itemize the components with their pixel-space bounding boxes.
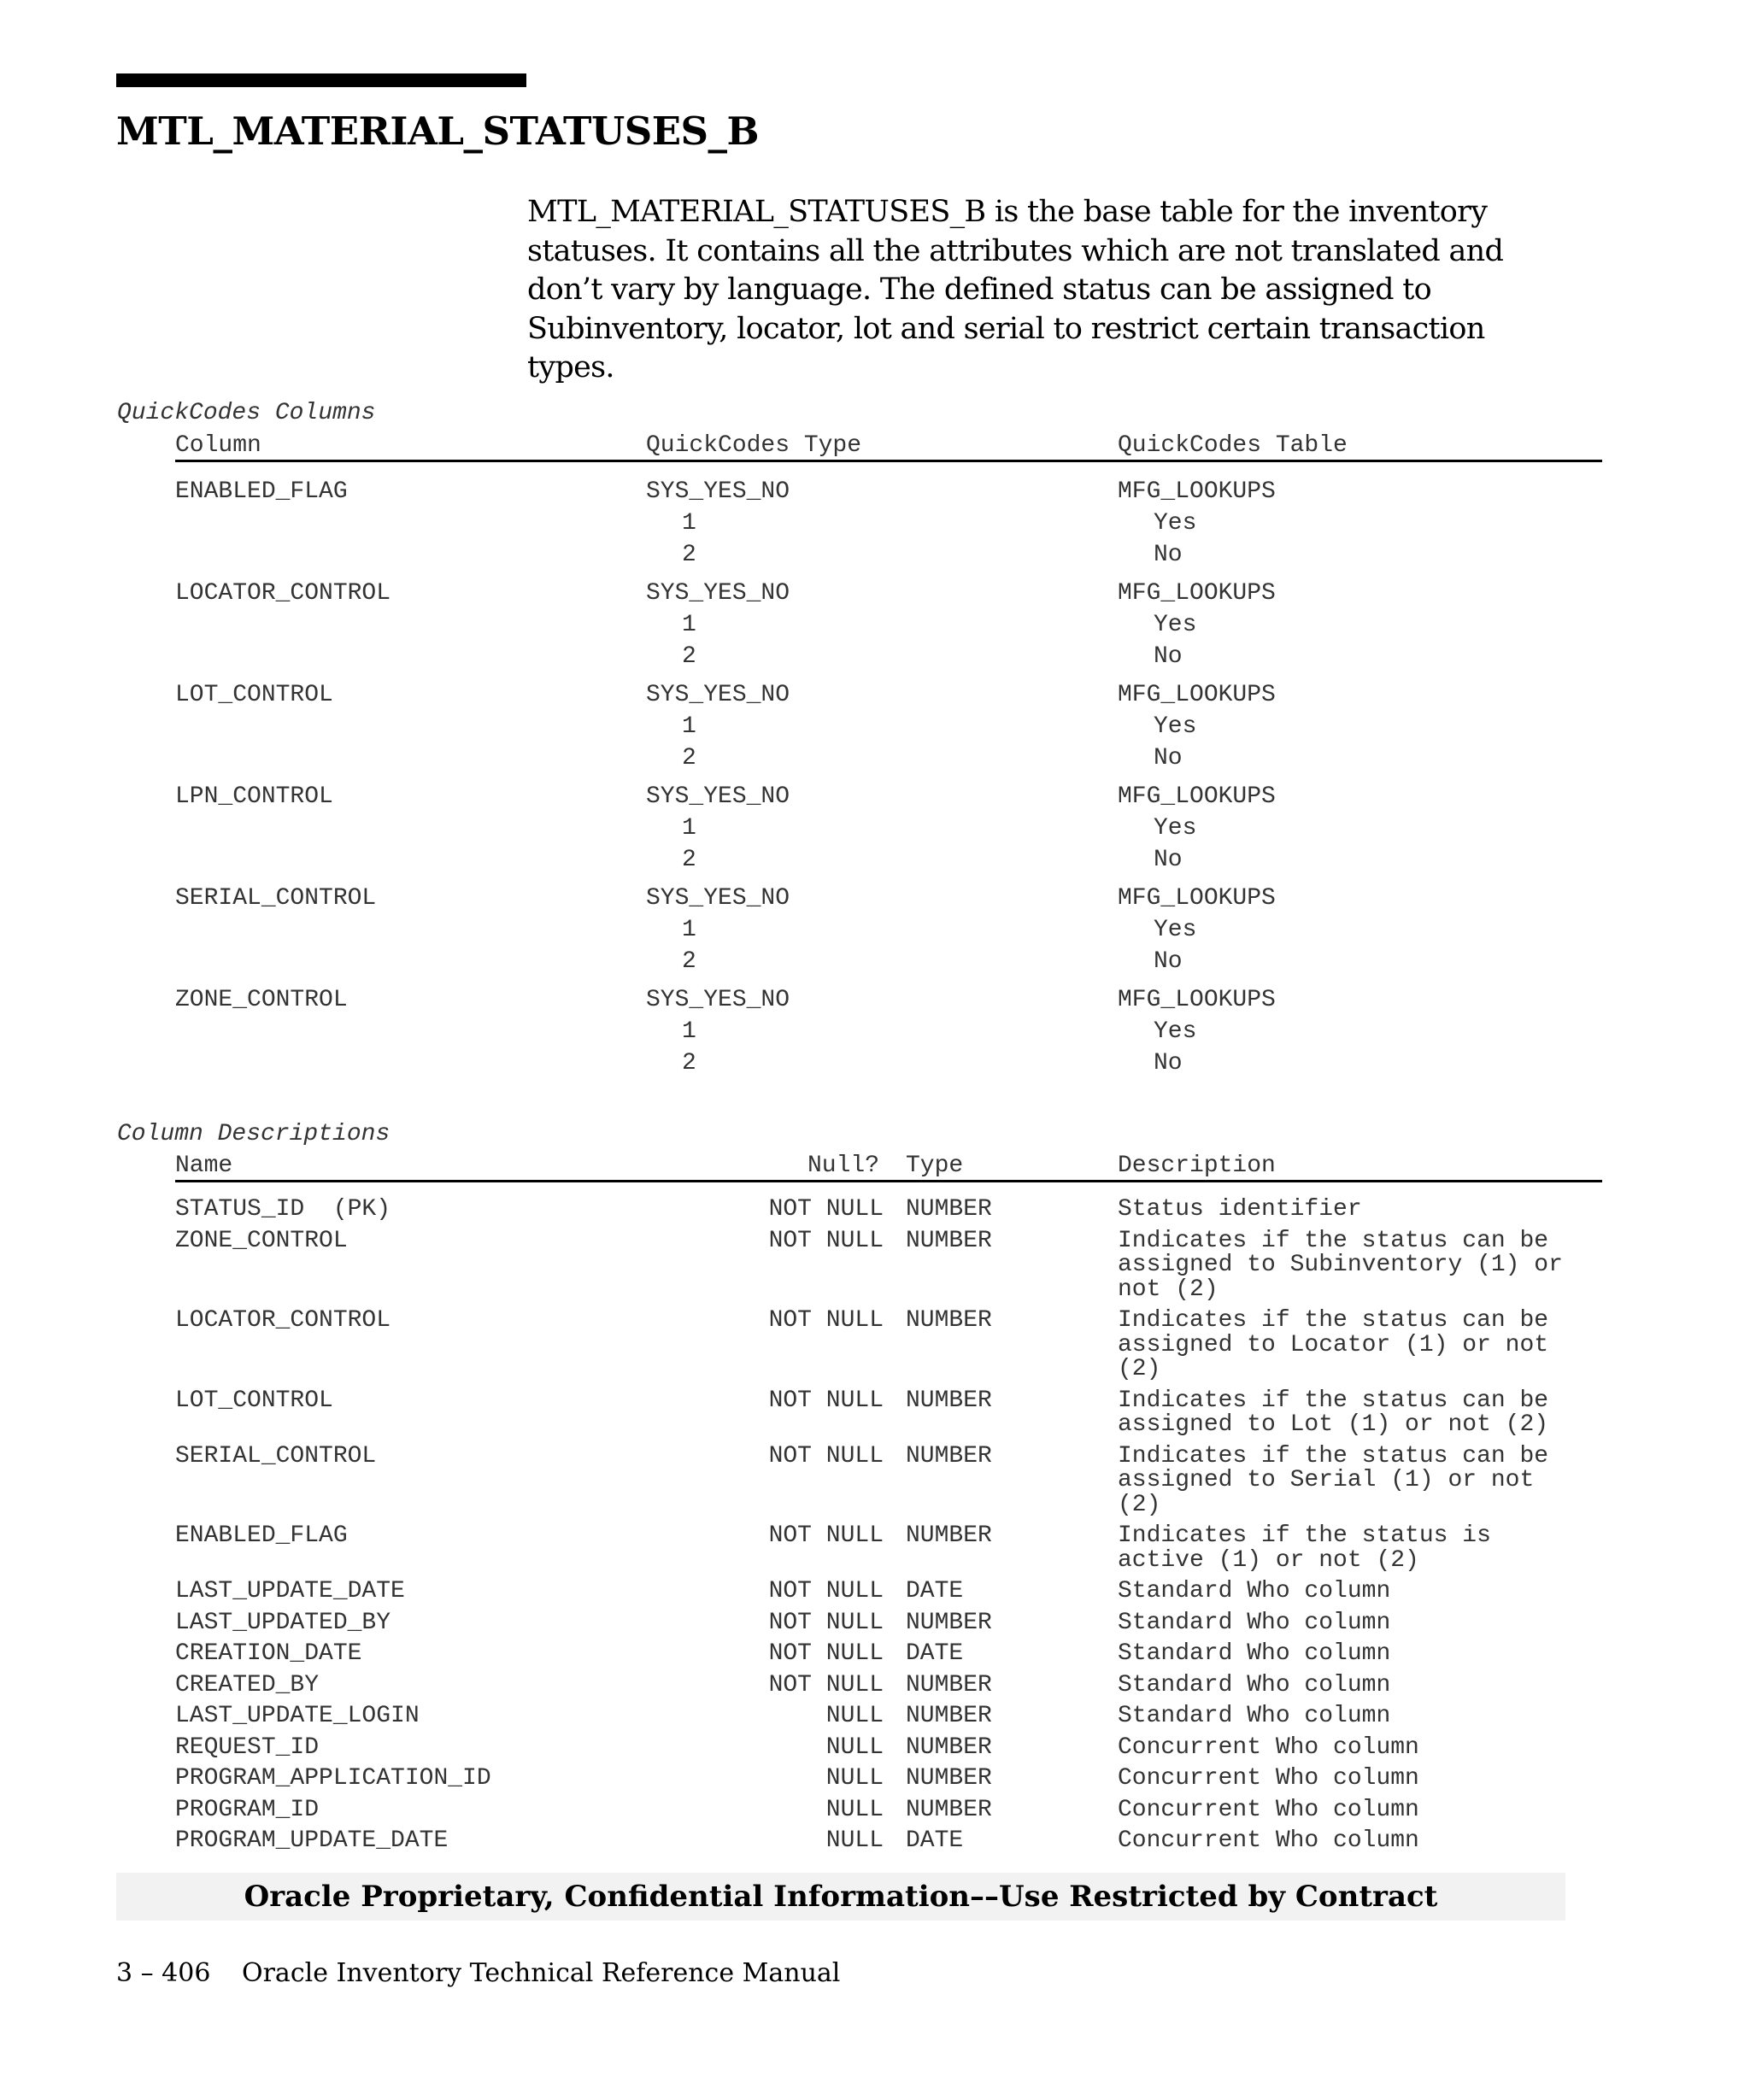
- coldesc-description: [1118, 1704, 1390, 1729]
- coldesc-null: NOT NULL: [768, 1196, 884, 1223]
- coldesc-type: NUMBER: [906, 1227, 992, 1254]
- quickcodes-column-name: LOCATOR_CONTROL: [175, 580, 391, 607]
- coldesc-name: CREATION_DATE: [175, 1640, 362, 1667]
- quickcodes-value-code: 2: [682, 745, 696, 771]
- coldesc-type: DATE: [906, 1827, 964, 1854]
- quickcodes-value-meaning: Yes: [1154, 917, 1197, 943]
- quickcodes-header-rule: [175, 460, 1602, 462]
- quickcodes-value-code: 2: [682, 643, 696, 670]
- quickcodes-type: SYS_YES_NO: [646, 987, 790, 1013]
- coldesc-name: PROGRAM_UPDATE_DATE: [175, 1827, 449, 1854]
- coldesc-type: NUMBER: [906, 1671, 992, 1698]
- quickcodes-value-code: 1: [682, 917, 696, 943]
- coldesc-header-name: Name: [175, 1153, 233, 1179]
- quickcodes-table: MFG_LOOKUPS: [1118, 987, 1276, 1013]
- quickcodes-value-meaning: Yes: [1154, 713, 1197, 740]
- quickcodes-value-code: 2: [682, 847, 696, 873]
- quickcodes-value-meaning: Yes: [1154, 815, 1197, 842]
- quickcodes-table: MFG_LOOKUPS: [1118, 783, 1276, 810]
- quickcodes-value-meaning: No: [1154, 948, 1183, 975]
- quickcodes-value-meaning: Yes: [1154, 612, 1197, 638]
- quickcodes-type: SYS_YES_NO: [646, 885, 790, 912]
- intro-paragraph: MTL_MATERIAL_STATUSES_B is the base table for the inventory statuses. It contains all the attributes which are not translated and don’t vary by language. The defined status can be assigned to Subinventory, locator, lot and serial to restrict certain transaction types.: [527, 195, 1504, 384]
- coldesc-description-line: Standard Who column: [1118, 1578, 1391, 1604]
- quickcodes-value-meaning: No: [1154, 643, 1183, 670]
- coldesc-description-line: Status identifier: [1118, 1196, 1362, 1223]
- coldesc-description-line: Standard Who column: [1118, 1640, 1391, 1667]
- coldesc-null: NOT NULL: [768, 1307, 884, 1334]
- quickcodes-header-column: Column: [175, 432, 261, 459]
- coldesc-description-line: (2): [1118, 1491, 1161, 1518]
- coldesc-header-description: Description: [1118, 1153, 1276, 1179]
- confidential-notice: Oracle Proprietary, Confidential Information––Use Restricted by Contract: [116, 1873, 1565, 1921]
- quickcodes-column-name: LPN_CONTROL: [175, 783, 333, 810]
- coldesc-type: NUMBER: [906, 1796, 992, 1823]
- coldesc-description-line: not (2): [1118, 1276, 1219, 1303]
- coldesc-null: NOT NULL: [768, 1671, 884, 1698]
- coldesc-type: NUMBER: [906, 1307, 992, 1334]
- quickcodes-value-code: 1: [682, 815, 696, 842]
- quickcodes-table: MFG_LOOKUPS: [1118, 885, 1276, 912]
- coldesc-name: CREATED_BY: [175, 1671, 320, 1698]
- coldesc-null: NULL: [825, 1827, 884, 1854]
- coldesc-type: NUMBER: [906, 1387, 992, 1414]
- coldesc-name: SERIAL_CONTROL: [175, 1442, 377, 1469]
- coldesc-null: NOT NULL: [768, 1387, 884, 1414]
- quickcodes-value-meaning: No: [1154, 847, 1183, 873]
- quickcodes-type: SYS_YES_NO: [646, 783, 790, 810]
- coldesc-description-line: assigned to Lot (1) or not (2): [1118, 1411, 1549, 1438]
- coldesc-null: NULL: [825, 1796, 884, 1823]
- coldesc-description-line: Concurrent Who column: [1118, 1827, 1419, 1854]
- coldesc-description: [1118, 1767, 1419, 1792]
- title-rule: [116, 73, 526, 87]
- coldesc-description: [1118, 1229, 1563, 1303]
- coldesc-name: LAST_UPDATE_LOGIN: [175, 1703, 420, 1729]
- quickcodes-table: MFG_LOOKUPS: [1118, 580, 1276, 607]
- quickcodes-value-code: 2: [682, 948, 696, 975]
- page-title: MTL_MATERIAL_STATUSES_B: [116, 109, 760, 154]
- coldesc-description-line: Indicates if the status can be: [1118, 1442, 1549, 1469]
- quickcodes-column-name: ENABLED_FLAG: [175, 478, 348, 505]
- coldesc-description: [1118, 1309, 1548, 1382]
- quickcodes-section-label: QuickCodes Columns: [117, 400, 376, 426]
- coldesc-null: NOT NULL: [768, 1227, 884, 1254]
- coldesc-description: [1118, 1671, 1391, 1698]
- quickcodes-value-meaning: No: [1154, 542, 1183, 568]
- coldesc-description-line: Indicates if the status can be: [1118, 1227, 1549, 1254]
- coldesc-type: NUMBER: [906, 1733, 992, 1761]
- coldesc-type: NUMBER: [906, 1522, 992, 1549]
- coldesc-header-null: Null?: [807, 1153, 880, 1179]
- quickcodes-column-name: ZONE_CONTROL: [175, 987, 348, 1013]
- coldesc-type: NUMBER: [906, 1196, 992, 1223]
- coldesc-description: [1118, 1198, 1362, 1223]
- coldesc-description-line: assigned to Subinventory (1) or: [1118, 1252, 1563, 1278]
- quickcodes-value-code: 1: [682, 1018, 696, 1045]
- coldesc-name: PROGRAM_ID: [175, 1796, 320, 1823]
- coldesc-description-line: Concurrent Who column: [1118, 1733, 1419, 1761]
- coldesc-type: NUMBER: [906, 1609, 992, 1636]
- coldesc-description-line: Indicates if the status can be: [1118, 1387, 1549, 1414]
- coldesc-description: [1118, 1580, 1390, 1604]
- manual-title: Oracle Inventory Technical Reference Manual: [242, 1958, 841, 1988]
- quickcodes-header-type: QuickCodes Type: [646, 432, 862, 459]
- quickcodes-value-meaning: Yes: [1154, 510, 1197, 537]
- coldesc-description: [1118, 1389, 1548, 1438]
- coldesc-header-type: Type: [906, 1153, 964, 1179]
- coldesc-description-line: Standard Who column: [1118, 1703, 1391, 1729]
- quickcodes-column-name: SERIAL_CONTROL: [175, 885, 377, 912]
- coldesc-name: LOCATOR_CONTROL: [175, 1307, 391, 1334]
- coldesc-null: NOT NULL: [768, 1522, 884, 1549]
- coldesc-null: NOT NULL: [768, 1640, 884, 1667]
- quickcodes-value-meaning: No: [1154, 745, 1183, 771]
- coldesc-description: [1118, 1798, 1419, 1823]
- coldesc-name: REQUEST_ID: [175, 1733, 320, 1761]
- quickcodes-value-code: 1: [682, 510, 696, 537]
- coldesc-type: NUMBER: [906, 1765, 992, 1792]
- quickcodes-table: MFG_LOOKUPS: [1118, 478, 1276, 505]
- coldesc-description: [1118, 1733, 1419, 1761]
- coldesc-description-line: (2): [1118, 1356, 1161, 1382]
- quickcodes-type: SYS_YES_NO: [646, 478, 790, 505]
- coldesc-description-line: active (1) or not (2): [1118, 1546, 1419, 1574]
- coldesc-description: [1118, 1829, 1419, 1854]
- coldesc-null: NULL: [825, 1733, 884, 1761]
- coldesc-description-line: assigned to Serial (1) or not: [1118, 1467, 1535, 1493]
- coldesc-name: ENABLED_FLAG: [175, 1522, 348, 1549]
- coldesc-type: DATE: [906, 1578, 964, 1604]
- coldesc-name: STATUS_ID (PK): [175, 1196, 391, 1223]
- quickcodes-column-name: LOT_CONTROL: [175, 682, 333, 708]
- coldesc-null: NOT NULL: [768, 1442, 884, 1469]
- coldesc-description-line: Concurrent Who column: [1118, 1796, 1419, 1823]
- coldesc-description: [1118, 1524, 1491, 1573]
- coldesc-name: PROGRAM_APPLICATION_ID: [175, 1765, 491, 1792]
- coldesc-description-line: Standard Who column: [1118, 1671, 1391, 1698]
- page-number: 3 – 406: [116, 1958, 211, 1988]
- coldesc-description-line: Indicates if the status can be: [1118, 1307, 1549, 1334]
- coldesc-null: NULL: [825, 1765, 884, 1792]
- coldesc-description-line: Concurrent Who column: [1118, 1765, 1419, 1792]
- coldesc-description-line: assigned to Locator (1) or not: [1118, 1331, 1549, 1358]
- coldesc-type: NUMBER: [906, 1703, 992, 1729]
- coldesc-header-rule: [175, 1180, 1602, 1182]
- coldesc-null: NULL: [825, 1703, 884, 1729]
- coldesc-type: NUMBER: [906, 1442, 992, 1469]
- coldesc-name: LOT_CONTROL: [175, 1387, 333, 1414]
- coldesc-name: LAST_UPDATED_BY: [175, 1609, 391, 1636]
- quickcodes-type: SYS_YES_NO: [646, 682, 790, 708]
- quickcodes-value-code: 1: [682, 612, 696, 638]
- column-descriptions-section-label: Column Descriptions: [117, 1121, 391, 1147]
- quickcodes-value-meaning: No: [1154, 1050, 1183, 1076]
- quickcodes-value-code: 2: [682, 542, 696, 568]
- coldesc-name: ZONE_CONTROL: [175, 1227, 348, 1254]
- quickcodes-value-code: 1: [682, 713, 696, 740]
- quickcodes-header-table: QuickCodes Table: [1118, 432, 1348, 459]
- coldesc-description: [1118, 1611, 1390, 1636]
- coldesc-name: LAST_UPDATE_DATE: [175, 1578, 405, 1604]
- coldesc-description-line: Standard Who column: [1118, 1609, 1391, 1636]
- quickcodes-type: SYS_YES_NO: [646, 580, 790, 607]
- quickcodes-table: MFG_LOOKUPS: [1118, 682, 1276, 708]
- coldesc-description-line: Indicates if the status is: [1118, 1522, 1491, 1549]
- quickcodes-value-code: 2: [682, 1050, 696, 1076]
- coldesc-description: [1118, 1642, 1390, 1667]
- coldesc-null: NOT NULL: [768, 1578, 884, 1604]
- quickcodes-value-meaning: Yes: [1154, 1018, 1197, 1045]
- coldesc-type: DATE: [906, 1640, 964, 1667]
- coldesc-description: [1118, 1442, 1549, 1518]
- coldesc-null: NOT NULL: [768, 1609, 884, 1636]
